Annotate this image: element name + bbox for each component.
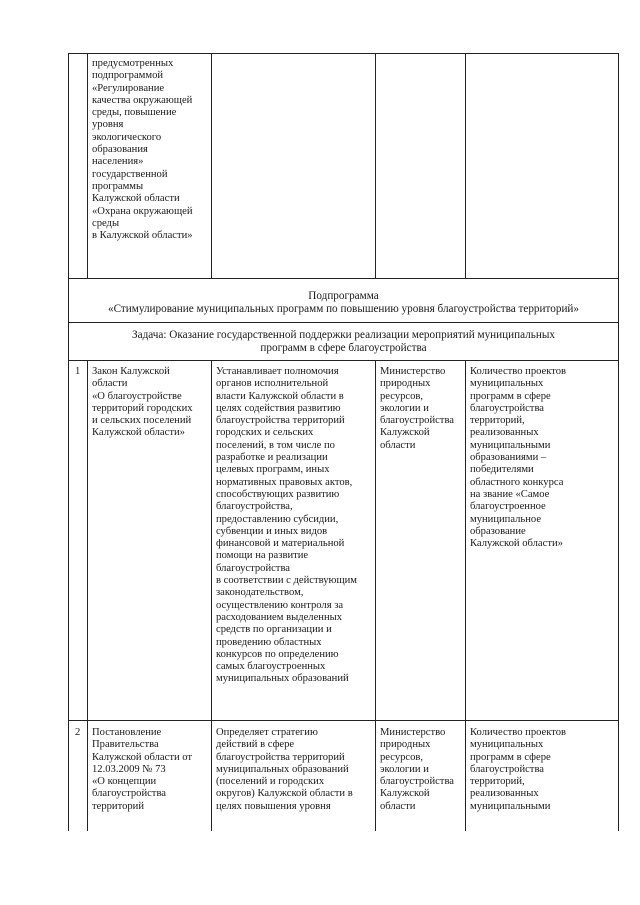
table-rule: [465, 53, 466, 278]
legal-act: Закон Калужской области «О благоустройстве территорий городских и сельских поселений Калужской области»: [92, 366, 193, 439]
table-rule: [68, 53, 619, 54]
table-rule: [68, 720, 619, 721]
executor: Министерство природных ресурсов, экологии и благоустройства Калужской области: [380, 727, 455, 812]
table-rule: [87, 53, 88, 278]
legal-act: Постановление Правительства Калужской области от 12.03.2009 № 73 «О концепции благоустройства территорий: [92, 727, 193, 812]
act-content: Определяет стратегию действий в сфере благоустройства территорий муниципальных образований (поселений и городских округов) Калужской области в целях повышения уровня: [216, 727, 353, 812]
indicator: Количество проектов муниципальных программ в сфере благоустройства территорий, реализованных муниципальными образованиями – победителями областного конкурса на звание «Самое благоустроенное муниципальное образование Калужской области»: [470, 366, 567, 550]
table-rule: [375, 53, 376, 278]
indicator: Количество проектов муниципальных программ в сфере благоустройства территорий, реализованных муниципальными: [470, 727, 567, 812]
table-rule: [68, 278, 619, 279]
act-content: Устанавливает полномочия органов исполнительной власти Калужской области в целях содействия развитию благоустройства территорий городских и сельских поселений, в том числе по разработке и реализации целевых программ, иных нормативных правовых актов, способствующих развитию благоустройства, предоставлению субсидии, субвенции и иных видов финансовой и материальной помощи на развитие благоустройства в соответствии с действующим законодательством, осуществлению контроля за расходованием выделенных средств по организации и проведению областных конкурсов по определению самых благоустроенных муниципальных образований: [216, 366, 357, 685]
table-rule: [618, 53, 619, 831]
table-rule: [465, 360, 466, 831]
table-rule: [68, 322, 619, 323]
table-rule: [211, 360, 212, 831]
table-rule: [375, 360, 376, 831]
table-rule: [211, 53, 212, 278]
continuation-cell-text: предусмотренных подпрограммой «Регулирование качества окружающей среды, повышение уровня экологического образования населения» государственной программы Калужской области «Охрана окружающей среды в Калужской области»: [92, 58, 193, 242]
subprogram-heading: Подпрограмма: [308, 290, 379, 302]
task-heading-line2: программ в сфере благоустройства: [260, 342, 427, 354]
executor: Министерство природных ресурсов, экологии и благоустройства Калужской области: [380, 366, 455, 451]
task-heading-line1: Задача: Оказание государственной поддержки реализации мероприятий муниципальных: [132, 329, 555, 341]
row-number: 2: [75, 727, 81, 738]
table-rule: [68, 360, 619, 361]
subprogram-title: «Стимулирование муниципальных программ по повышению уровня благоустройства территорий»: [107, 303, 580, 315]
table-rule: [68, 53, 69, 831]
row-number: 1: [75, 366, 81, 377]
table-rule: [87, 360, 88, 831]
